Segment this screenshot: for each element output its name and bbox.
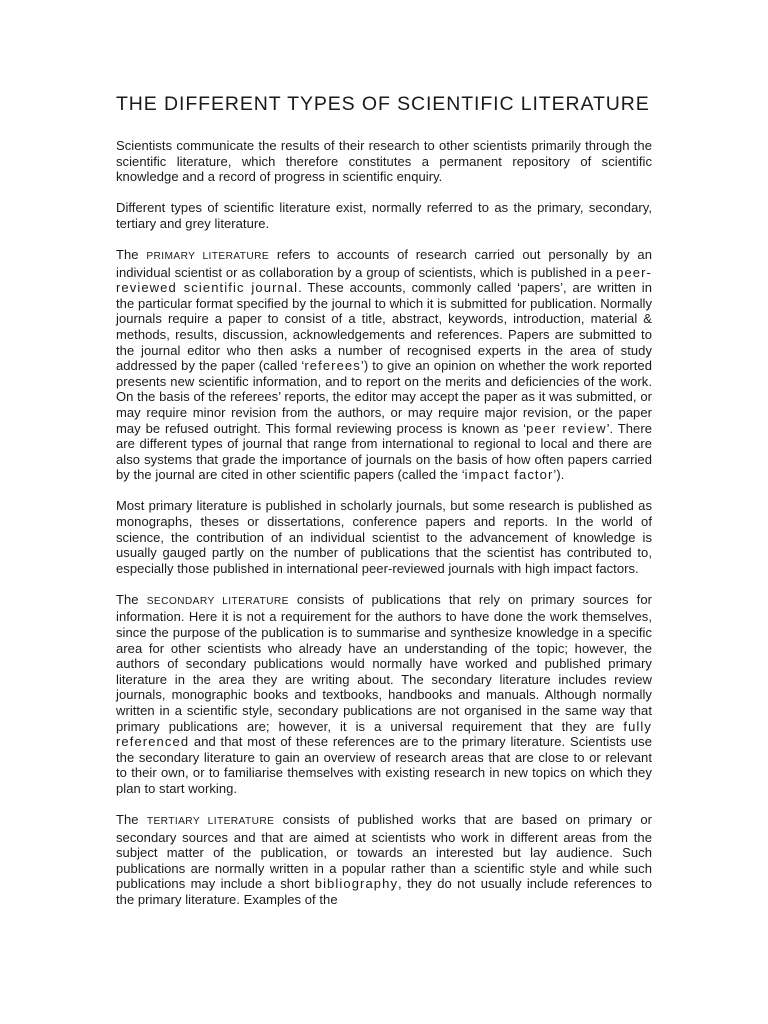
emphasis-peer-reviewed-journal: peer-reviewed scientific journal [116,264,652,296]
text-run: and that most of these references are to the primary literature. Scientists use the secondary literature to gain an overview of research areas that are close to or relevant to their own, or to familiarise themselves with existing research in new topics on which they plan to start working. [116,734,652,796]
text-run: . These accounts, commonly called ‘papers’, are written in the particular format specified by the journal to which it is submitted for publication. Normally journals require a paper to consist of a title, abstract, keywords, introduction, material & methods, results, discussion, acknowledgements and references. Papers are submitted to the journal editor who then asks a number of recognised experts in the area of study addressed by the paper (called ‘ [116,280,653,374]
text-run: consists of published works that are based on primary or secondary sources and that are aimed at scientists who work in different areas from the subject matter of the publication, or towards an interested but lay audience. Such publications are normally written in a popular rather than a scientific style and while such publications may include a short [116,812,652,892]
term-tertiary-literature: TERTIARY LITERATURE [146,816,275,828]
emphasis-fully-referenced: fully referenced [116,718,652,750]
paragraph-primary-literature [116,247,652,483]
paragraph-journals: Most primary literature is published in scholarly journals, but some research is published as monographs, theses or dissertations, conference papers and reports. In the world of science, the contribution of an individual scientist to the advancement of knowledge is usually gauged partly on the number of publications that the scientist has contributed to, especially those published in international peer-reviewed journals with high impact factors. [116,498,652,576]
text-run: refers to accounts of research carried out personally by an individual scientist or as collaboration by a group of scientists, which is published in a [116,246,652,280]
emphasis-peer-review: peer review [526,420,607,436]
paragraph-types: Different types of scientific literature exist, normally referred to as the primary, secondary, tertiary and grey literature. [116,200,652,231]
text-run: ’). [553,467,565,483]
document-title: THE DIFFERENT TYPES OF SCIENTIFIC LITERATURE [116,93,650,115]
paragraph-tertiary-literature [116,812,652,908]
text-run: consists of publications that rely on primary sources for information. Here it is not a requirement for the authors to have done the work themselves, since the purpose of the publication is to summarise and synthesize knowledge in a specific area for other scientists who already have an understanding of the topic; however, the authors of secondary publications would normally have worked and published primary literature in the area they are writing about. The secondary literature includes review journals, monographic books and textbooks, handbooks and manuals. Although normally written in a scientific style, secondary publications are not organised in the same way that primary publications are; however, it is a universal requirement that they are [116,591,652,734]
text-run: The [116,246,147,262]
text-run: ’. There are different types of journal that range from international to regional to local and there are also systems that grade the importance of journals on the basis of how often papers carried by the journal are cited in other scientific papers (called the ‘ [116,420,652,483]
paragraph-intro: Scientists communicate the results of their research to other scientists primarily through the scientific literature, which therefore constitutes a permanent repository of scientific knowledge and a record of progress in scientific enquiry. [116,138,652,185]
text-run: ’) to give an opinion on whether the work reported presents new scientific information, and to report on the merits and deficiencies of the work. On the basis of the referees’ reports, the editor may accept the paper as it was submitted, or may require minor revision from the authors, or may require major revision, or the paper may be refused outright. This formal reviewing process is known as ‘ [116,358,652,436]
text-run: The [116,591,147,607]
emphasis-referees: referees [304,358,361,374]
emphasis-impact-factor: impact factor [464,467,554,483]
paragraph-secondary-literature [116,592,652,797]
term-primary-literature: PRIMARY LITERATURE [146,250,270,262]
emphasis-bibliography: bibliography [314,876,399,892]
text-run: The [116,812,147,828]
term-secondary-literature: SECONDARY LITERATURE [146,595,289,607]
text-run: , they do not usually include references to the primary literature. Examples of the [116,876,652,908]
